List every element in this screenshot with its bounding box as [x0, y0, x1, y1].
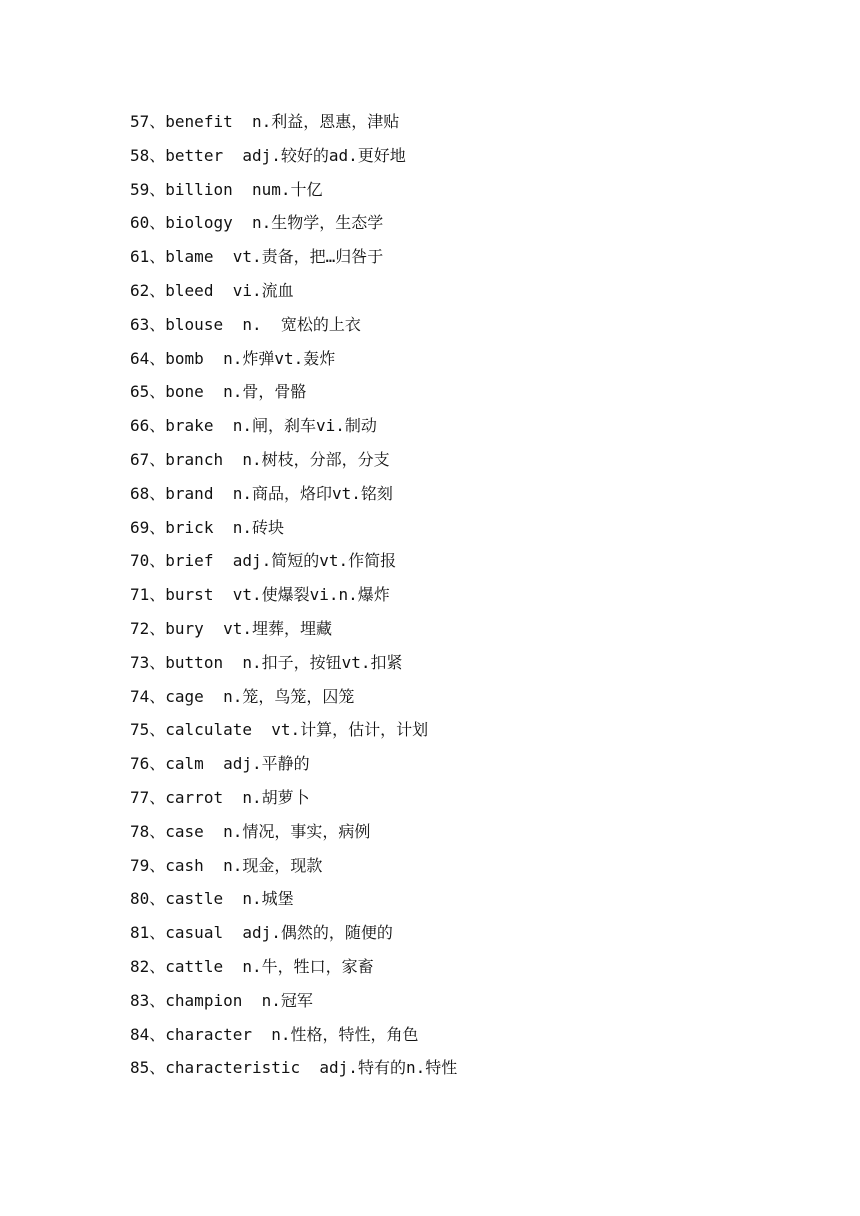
entry-separator: 、	[149, 720, 166, 740]
entry-gap	[300, 1058, 319, 1077]
entry-separator: 、	[149, 551, 166, 571]
entry-gap	[252, 720, 271, 739]
entry-meaning: n.胡萝卜	[242, 787, 310, 807]
vocab-entry	[130, 1054, 457, 1088]
entry-gap	[233, 213, 252, 232]
entry-meaning: n.现金，现款	[223, 855, 323, 875]
entry-meaning: vt.埋葬，埋藏	[223, 618, 332, 638]
entry-word: branch	[165, 449, 224, 469]
entry-separator: 、	[149, 112, 166, 131]
entry-meaning: n.砖块	[232, 517, 284, 537]
entry-gap	[223, 889, 242, 908]
entry-word: benefit	[165, 112, 233, 131]
entry-meaning: adj.特有的n.特性	[319, 1058, 458, 1078]
entry-word: biology	[165, 213, 233, 233]
entry-meaning: vi.流血	[232, 280, 294, 300]
entry-separator: 、	[149, 956, 166, 976]
entry-meaning: adj.较好的ad.更好地	[242, 145, 406, 165]
entry-gap	[252, 1025, 271, 1044]
entry-meaning: n.扣子，按钮vt.扣紧	[242, 652, 403, 672]
entry-number: 59	[130, 179, 150, 199]
entry-number: 73	[130, 652, 150, 672]
entry-separator: 、	[149, 449, 166, 469]
entry-number: 70	[130, 551, 150, 571]
entry-gap	[204, 687, 223, 706]
vocab-entry	[130, 615, 457, 649]
vocab-entry	[130, 412, 457, 446]
entry-separator: 、	[149, 787, 166, 807]
entry-number: 78	[130, 821, 150, 841]
entry-meaning: vt.责备，把…归咎于	[232, 247, 384, 267]
entry-meaning: n.炸弹vt.轰炸	[223, 348, 336, 368]
entry-number: 74	[130, 686, 150, 706]
entry-number: 71	[130, 585, 150, 605]
entry-meaning: n.城堡	[242, 889, 294, 909]
entry-gap	[213, 247, 232, 266]
vocab-entry	[130, 480, 457, 514]
entry-number: 66	[130, 416, 150, 436]
entry-meaning: vt.使爆裂vi.n.爆炸	[232, 585, 390, 605]
entry-word: brand	[165, 483, 214, 503]
entry-meaning: adj.简短的vt.作简报	[232, 551, 397, 571]
entry-word: cash	[165, 855, 204, 875]
entry-gap	[223, 957, 242, 976]
entry-word: character	[165, 1024, 252, 1044]
entry-separator: 、	[149, 213, 166, 233]
entry-gap	[242, 991, 261, 1010]
entry-separator: 、	[149, 923, 166, 943]
entry-word: characteristic	[165, 1058, 301, 1078]
vocab-entry	[130, 311, 457, 345]
entry-number: 79	[130, 855, 150, 875]
entry-meaning: vt.计算，估计，计划	[271, 720, 429, 740]
entry-word: casual	[165, 923, 224, 943]
entry-word: brief	[165, 551, 214, 571]
entry-gap	[204, 349, 223, 368]
entry-separator: 、	[149, 348, 166, 368]
vocab-entry	[130, 581, 457, 615]
entry-meaning: n. 宽松的上衣	[242, 314, 361, 334]
entry-word: better	[165, 145, 224, 165]
entry-word: calm	[165, 754, 204, 774]
entry-number: 69	[130, 517, 150, 537]
entry-word: blouse	[165, 314, 224, 334]
vocab-entry	[130, 243, 457, 277]
entry-number: 57	[130, 112, 150, 131]
entry-meaning: n.情况，事实，病例	[223, 821, 371, 841]
entry-meaning: n.骨，骨骼	[223, 382, 307, 402]
vocab-entry	[130, 953, 457, 987]
entry-gap	[223, 315, 242, 334]
entry-meaning: n.生物学，生态学	[251, 213, 384, 233]
vocab-entry	[130, 209, 457, 243]
vocab-entry	[130, 683, 457, 717]
entry-gap	[223, 146, 242, 165]
vocab-entry	[130, 784, 457, 818]
vocab-entry	[130, 176, 457, 210]
entry-separator: 、	[149, 652, 166, 672]
vocab-entry	[130, 345, 457, 379]
entry-number: 85	[130, 1058, 150, 1078]
entry-separator: 、	[149, 686, 166, 706]
entry-gap	[223, 653, 242, 672]
entry-separator: 、	[149, 280, 166, 300]
entry-separator: 、	[149, 483, 166, 503]
entry-word: cattle	[165, 956, 224, 976]
entry-number: 64	[130, 348, 150, 368]
entry-meaning: n.利益，恩惠，津贴	[251, 112, 400, 131]
entry-word: castle	[165, 889, 224, 909]
entry-gap	[204, 822, 223, 841]
entry-number: 63	[130, 314, 150, 334]
entry-separator: 、	[149, 585, 166, 605]
entry-meaning: n.性格，特性，角色	[271, 1024, 419, 1044]
entry-meaning: adj.平静的	[223, 754, 310, 774]
entry-separator: 、	[149, 416, 166, 436]
vocab-entry	[130, 277, 457, 311]
entry-number: 77	[130, 787, 150, 807]
entry-separator: 、	[149, 382, 166, 402]
entry-number: 65	[130, 382, 150, 402]
entry-meaning: n.树枝，分部，分支	[242, 449, 390, 469]
entry-gap	[233, 180, 252, 199]
entry-number: 72	[130, 618, 150, 638]
vocab-entry	[130, 852, 457, 886]
vocab-entry	[130, 649, 457, 683]
entry-word: brick	[165, 517, 214, 537]
entry-number: 83	[130, 990, 150, 1010]
entry-separator: 、	[149, 754, 166, 774]
entry-gap	[223, 450, 242, 469]
entry-word: blame	[165, 247, 214, 267]
entry-meaning: n.牛，牲口，家畜	[242, 956, 374, 976]
entry-gap	[223, 788, 242, 807]
entry-word: bleed	[165, 280, 214, 300]
entry-gap	[213, 518, 232, 537]
vocab-entry	[130, 885, 457, 919]
vocab-entry	[130, 108, 457, 142]
entry-word: champion	[165, 990, 243, 1010]
vocab-entry	[130, 446, 457, 480]
entry-word: burst	[165, 585, 214, 605]
entry-meaning: n.笼，鸟笼，囚笼	[223, 686, 355, 706]
entry-word: brake	[165, 416, 214, 436]
entry-number: 80	[130, 889, 150, 909]
entry-gap	[204, 619, 223, 638]
entry-word: billion	[165, 179, 233, 199]
vocab-entry	[130, 750, 457, 784]
vocab-entry	[130, 818, 457, 852]
entry-word: bury	[165, 618, 204, 638]
entry-word: carrot	[165, 787, 224, 807]
entry-gap	[213, 484, 232, 503]
entry-separator: 、	[149, 314, 166, 334]
entry-word: button	[165, 652, 224, 672]
entry-separator: 、	[149, 618, 166, 638]
entry-number: 81	[130, 923, 150, 943]
entry-number: 75	[130, 720, 150, 740]
vocab-entry	[130, 142, 457, 176]
entry-number: 68	[130, 483, 150, 503]
entry-meaning: adj.偶然的，随便的	[242, 923, 393, 943]
entry-gap	[204, 856, 223, 875]
vocabulary-list	[130, 108, 457, 1088]
entry-separator: 、	[149, 145, 166, 165]
entry-separator: 、	[149, 179, 166, 199]
entry-separator: 、	[149, 1024, 166, 1044]
entry-meaning: n.商品，烙印vt.铭刻	[232, 483, 393, 503]
entry-separator: 、	[149, 990, 166, 1010]
entry-number: 60	[130, 213, 150, 233]
entry-word: case	[165, 821, 204, 841]
vocab-entry	[130, 919, 457, 953]
entry-separator: 、	[149, 855, 166, 875]
entry-gap	[233, 112, 252, 131]
entry-separator: 、	[149, 821, 166, 841]
vocab-entry	[130, 514, 457, 548]
entry-gap	[204, 382, 223, 401]
vocab-entry	[130, 716, 457, 750]
vocab-entry	[130, 987, 457, 1021]
entry-gap	[204, 754, 223, 773]
vocab-entry	[130, 378, 457, 412]
entry-separator: 、	[149, 889, 166, 909]
entry-number: 67	[130, 449, 150, 469]
vocab-entry	[130, 547, 457, 581]
entry-number: 62	[130, 280, 150, 300]
entry-separator: 、	[149, 517, 166, 537]
entry-word: cage	[165, 686, 204, 706]
entry-number: 58	[130, 145, 150, 165]
entry-gap	[213, 585, 232, 604]
entry-meaning: n.冠军	[261, 990, 313, 1010]
entry-gap	[213, 416, 232, 435]
entry-gap	[213, 551, 232, 570]
entry-number: 82	[130, 956, 150, 976]
vocab-entry	[130, 1021, 457, 1055]
entry-number: 61	[130, 247, 150, 267]
entry-word: bomb	[165, 348, 204, 368]
entry-meaning: n.闸，刹车vi.制动	[232, 416, 377, 436]
entry-gap	[213, 281, 232, 300]
entry-separator: 、	[149, 247, 166, 267]
entry-word: bone	[165, 382, 204, 402]
entry-gap	[223, 923, 242, 942]
entry-number: 76	[130, 754, 150, 774]
entry-meaning: num.十亿	[251, 179, 323, 199]
entry-number: 84	[130, 1024, 150, 1044]
entry-word: calculate	[165, 720, 252, 740]
entry-separator: 、	[149, 1058, 166, 1078]
